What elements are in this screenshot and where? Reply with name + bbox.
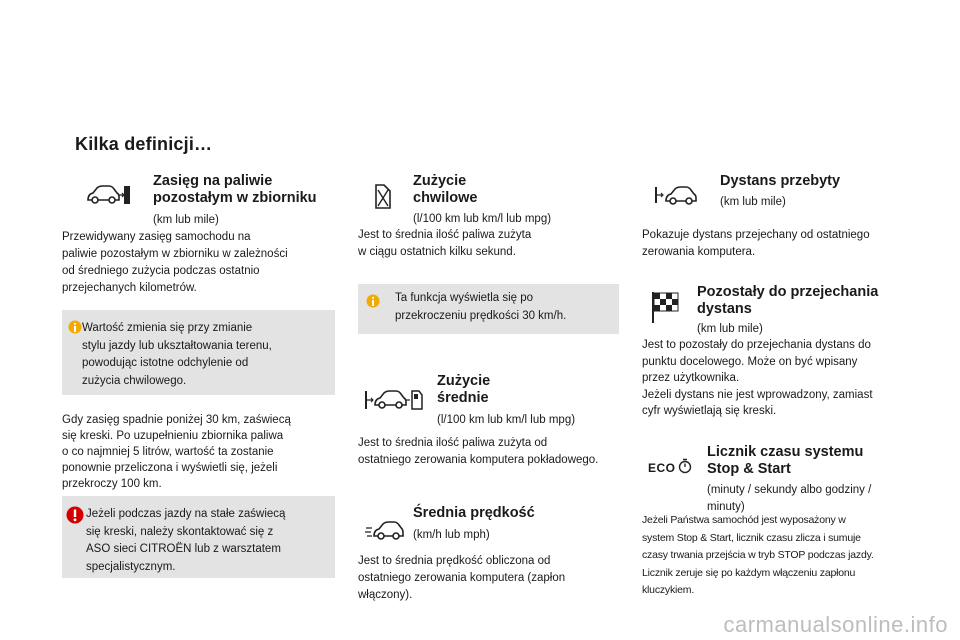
distance-travelled-icon [654,185,698,207]
remaining-distance-heading: Pozostały do przejechania dystans [697,284,879,317]
stop-start-description: Jeżeli Państwa samochód jest wyposażony w system Stop & Start, licznik czasu zlicza i sumuje czasy trwania przejścia w tryb STOP podczas jazdy. Licznik zeruje się po każdym włączeniu zapłonu kluczykiem. [642,514,874,596]
watermark: carmanualsonline.info [723,612,948,637]
car-fuel-range-icon [85,182,130,208]
range-unit: (km lub mile) [153,214,219,226]
instant-consumption-heading: Zużycie chwilowe [413,173,478,206]
average-consumption-heading: Zużycie średnie [437,373,491,406]
warning-icon [66,506,84,524]
average-consumption-description: Jest to średnia ilość paliwa zużyta od ostatniego zerowania komputera pokładowego. [358,437,599,466]
range-warning-note: Jeżeli podczas jazdy na stałe zaświecą się kreski, należy skontaktować się z ASO sieci CITROËN lub z warsztatem specjalistycznym. [62,496,335,578]
range-info-note: Wartość zmienia się przy zmianie stylu jazdy lub ukształtowania terenu, powodując istotne odchylenie od zużycia chwilowego. [62,310,335,395]
fuel-pump-crossed-icon [372,181,394,211]
timer-icon [678,458,692,474]
average-consumption-unit: (l/100 km lub km/l lub mpg) [437,414,576,426]
instant-consumption-description: Jest to średnia ilość paliwa zużyta w ciągu ostatnich kilku sekund. [358,229,532,258]
eco-timer-icon [648,459,692,479]
average-speed-icon [364,519,404,541]
remaining-distance-unit: (km lub mile) [697,323,763,335]
range-description: Przewidywany zasięg samochodu na paliwie pozostałym w zbiorniku w zależności od średniego zużycia podczas ostatnio przejechanych kilometrów. [62,231,288,294]
stop-start-heading: Licznik czasu systemu Stop & Start [707,444,864,477]
checkered-flag-icon [650,290,682,324]
average-consumption-icon [364,387,424,413]
range-dashes-paragraph: Gdy zasięg spadnie poniżej 30 km, zaświecą się kreski. Po uzupełnieniu zbiornika paliwa o co najmniej 5 litrów, wartość ta zostanie ponownie przeliczona i wyświetli się, jeżeli przekroczy 100 km. [62,414,291,490]
average-speed-unit: (km/h lub mph) [413,529,490,541]
info-icon [68,320,82,334]
average-speed-description: Jest to średnia prędkość obliczona od ostatniego zerowania komputera (zapłon włączony). [358,555,566,601]
info-icon [366,294,380,308]
stop-start-unit: (minuty / sekundy albo godziny / minuty) [707,484,872,513]
remaining-distance-description: Jest to pozostały do przejechania dystans do punktu docelowego. Może on być wpisany przez użytkownika. Jeżeli dystans nie jest wprowadzony, zamiast cyfr wyświetlają się kreski. [642,339,873,418]
page-title: Kilka definicji… [75,134,213,154]
instant-consumption-unit: (l/100 km lub km/l lub mpg) [413,213,552,225]
eco-label: ECO [648,461,676,475]
distance-travelled-unit: (km lub mile) [720,196,786,208]
distance-travelled-description: Pokazuje dystans przejechany od ostatniego zerowania komputera. [642,229,870,258]
speed-info-note: Ta funkcja wyświetla się po przekroczeniu prędkości 30 km/h. [358,284,619,334]
average-speed-heading: Średnia prędkość [413,505,535,521]
distance-travelled-heading: Dystans przebyty [720,173,841,189]
range-heading: Zasięg na paliwie pozostałym w zbiorniku [153,173,317,206]
